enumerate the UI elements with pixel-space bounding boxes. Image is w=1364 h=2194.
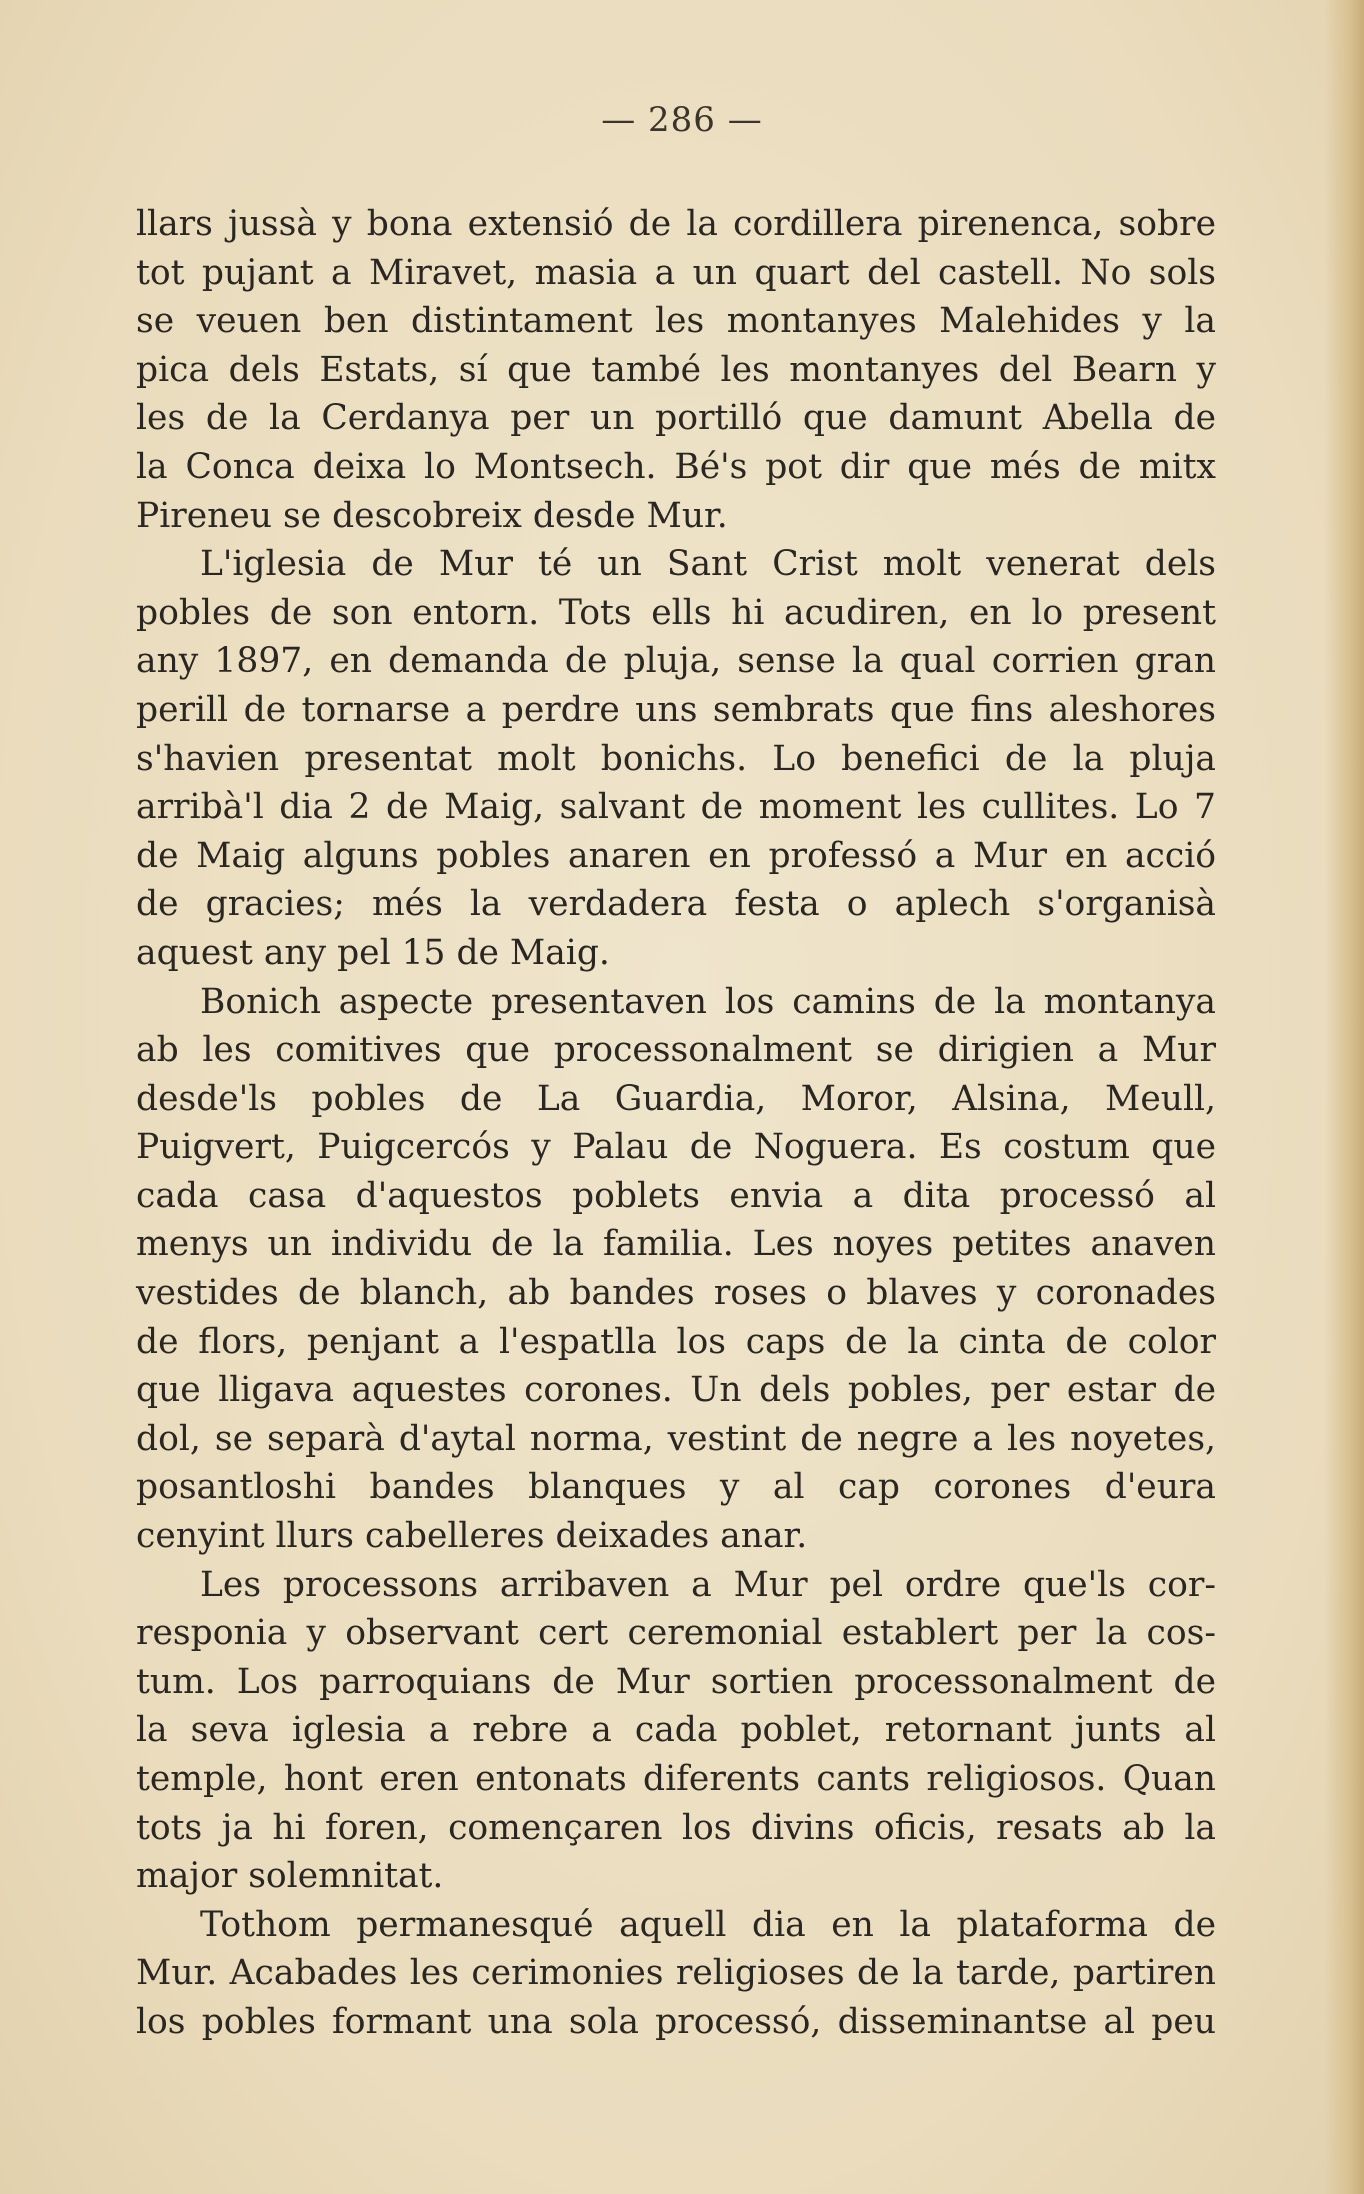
page-edge-shadow (1324, 0, 1364, 2194)
text-line: tot pujant a Miravet, masia a un quart del castell. No sols (136, 252, 1216, 293)
text-line: se veuen ben distintament les montanyes Malehides y la (136, 301, 1216, 342)
text-line: pica dels Estats, sí que també les montanyes del Bearn y (136, 349, 1216, 390)
text-line: L'iglesia de Mur té un Sant Crist molt venerat dels (200, 544, 1216, 585)
text-line: Puigvert, Puigcercós y Palau de Noguera. Es costum que (136, 1127, 1216, 1168)
text-line: ab les comitives que processonalment se dirigien a Mur (136, 1030, 1216, 1071)
text-line: les de la Cerdanya per un portilló que damunt Abella de (136, 398, 1216, 439)
text-line: desde'ls pobles de La Guardia, Moror, Alsina, Meull, (136, 1078, 1216, 1119)
text-line: Les processons arribaven a Mur pel ordre que'ls cor- (200, 1564, 1216, 1605)
text-line: aquest any pel 15 de Maig. (136, 932, 610, 973)
text-line: cada casa d'aquestos poblets envia a dita processó al (136, 1175, 1216, 1216)
text-line: cenyint llurs cabelleres deixades anar. (136, 1516, 808, 1557)
text-line: temple, hont eren entonats diferents cants religiosos. Quan (136, 1759, 1216, 1799)
text-line: posantloshi bandes blanques y al cap corones d'eura (136, 1467, 1216, 1508)
text-line: tots ja hi foren, començaren los divins oficis, resats ab la (136, 1807, 1216, 1848)
text-line: Tothom permanesqué aquell dia en la plataforma de (200, 1904, 1216, 1945)
text-line: Mur. Acabades les cerimonies religioses de la tarde, partiren (136, 1953, 1216, 1994)
text-line: Bonich aspecte presentaven los camins de la montanya (200, 981, 1216, 1022)
text-line: vestides de blanch, ab bandes roses o blaves y coronades (136, 1273, 1216, 1314)
text-line: menys un individu de la familia. Les noyes petites anaven (136, 1224, 1216, 1265)
text-line: perill de tornarse a perdre uns sembrats que fins aleshores (136, 689, 1216, 730)
text-line: tum. Los parroquians de Mur sortien processonalment de (136, 1661, 1216, 1702)
text-line: any 1897, en demanda de pluja, sense la qual corrien gran (136, 641, 1216, 682)
text-line: que lligava aquestes corones. Un dels pobles, per estar de (136, 1370, 1216, 1411)
text-line: responia y observant cert ceremonial establert per la cos- (136, 1613, 1216, 1654)
body-text (136, 200, 1216, 2047)
page-number: — 286 — (601, 100, 763, 140)
text-line: Pireneu se descobreix desde Mur. (136, 495, 728, 536)
text-line: de flors, penjant a l'espatlla los caps de la cinta de color (136, 1321, 1216, 1362)
text-line: de Maig alguns pobles anaren en professó a Mur en acció (136, 835, 1216, 876)
text-line: major solemnitat. (136, 1856, 444, 1897)
text-line: la Conca deixa lo Montsech. Bé's pot dir que més de mitx (136, 446, 1216, 487)
text-line: s'havien presentat molt bonichs. Lo benefici de la pluja (136, 738, 1216, 779)
text-line: arribà'l dia 2 de Maig, salvant de moment les cullites. Lo 7 (136, 787, 1216, 828)
text-line: de gracies; més la verdadera festa o aplech s'organisà (136, 884, 1216, 925)
text-line: los pobles formant una sola processó, disseminantse al peu (136, 2001, 1216, 2042)
text-line: la seva iglesia a rebre a cada poblet, retornant junts al (136, 1710, 1216, 1751)
text-line: pobles de son entorn. Tots ells hi acudiren, en lo present (136, 592, 1216, 633)
text-line: dol, se separà d'aytal norma, vestint de negre a les noyetes, (136, 1418, 1216, 1459)
text-line: llars jussà y bona extensió de la cordillera pirenenca, sobre (136, 204, 1216, 244)
